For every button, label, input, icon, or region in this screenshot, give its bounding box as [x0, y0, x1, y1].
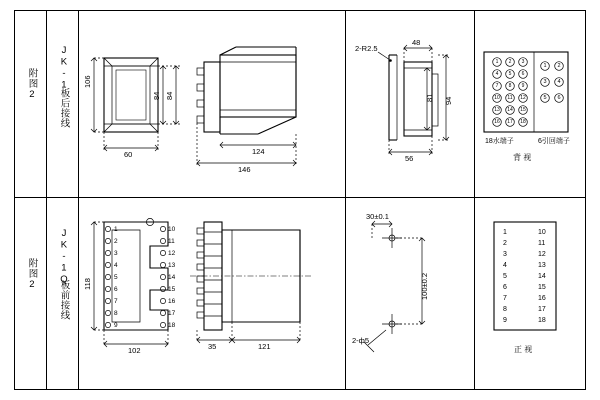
pin-number: 6: [503, 284, 507, 291]
terminal-number: 18: [520, 119, 526, 125]
pin-number: 16: [168, 298, 176, 305]
row1-terminal-bottom-caption: 背 视: [513, 153, 532, 162]
pin-number: 2: [503, 240, 507, 247]
terminal-number: 2: [557, 62, 561, 69]
pin-number: 3: [503, 251, 507, 258]
pin-number: 8: [114, 310, 118, 317]
pin-number: 15: [538, 284, 546, 291]
row1-dim-60: 60: [124, 150, 133, 159]
row2-terminal-right-numbers: [538, 227, 546, 326]
pin-number: 4: [503, 262, 507, 269]
pin-number: 2: [114, 238, 118, 245]
terminal-number: 15: [520, 107, 526, 113]
row1-dim-106: 106: [83, 75, 92, 88]
pin-number: 12: [168, 250, 176, 257]
pin-number: 11: [538, 240, 546, 247]
row1-dim-84b: 84: [165, 91, 174, 100]
pin-number: 18: [168, 322, 176, 329]
pin-number: 10: [168, 226, 176, 233]
row2-front-view: [91, 218, 168, 347]
pin-number: 12: [538, 251, 546, 258]
terminal-number: 16: [494, 119, 500, 125]
pin-number: 10: [538, 229, 546, 236]
pin-number: 17: [538, 306, 546, 313]
row2-terminal-left-numbers: [503, 227, 507, 326]
terminal-number: 17: [507, 119, 513, 125]
row2-ref-label: 附图2: [26, 258, 38, 291]
row2-dim-30: 30±0.1: [366, 212, 389, 221]
pin-number: 6: [114, 286, 118, 293]
terminal-number: 13: [494, 107, 500, 113]
pin-number: 7: [503, 295, 507, 302]
row2-front-left-pin-numbers: [114, 224, 118, 332]
pin-number: 17: [168, 310, 176, 317]
pin-number: 5: [114, 274, 118, 281]
terminal-number: 14: [507, 107, 513, 113]
terminal-number: 7: [495, 83, 499, 89]
row2-side-view: [190, 222, 312, 343]
pin-number: 9: [503, 317, 507, 324]
pin-number: 4: [114, 262, 118, 269]
row1-terminal-right-caption: 6引回端子: [538, 138, 570, 145]
row2-model-label: JK-1Q: [58, 228, 70, 286]
row2-mount-label: 板前接线: [58, 280, 70, 320]
terminal-number: 1: [543, 62, 547, 69]
pin-number: 5: [503, 273, 507, 280]
pin-number: 16: [538, 295, 546, 302]
row2-dim-2phi5: 2-ф5: [352, 336, 370, 345]
row2-front-right-pin-numbers: [168, 224, 175, 332]
terminal-number: 1: [495, 59, 499, 65]
pin-number: 13: [168, 262, 176, 269]
row1-dim-81: 81: [425, 93, 434, 102]
pin-number: 14: [168, 274, 176, 281]
row1-terminal-left-caption: 18水端子: [485, 138, 514, 145]
row2-dim-35: 35: [208, 342, 217, 351]
terminal-number: 4: [495, 71, 499, 77]
row1-dim-124: 124: [252, 147, 265, 156]
row1-dim-84a: 84: [152, 91, 161, 100]
row2-dim-100: 100±0.2: [420, 272, 429, 300]
pin-number: 1: [503, 229, 507, 236]
row2-dim-118: 118: [83, 278, 92, 290]
row1-dim-2r25: 2-R2.5: [355, 44, 378, 53]
row1-dim-56: 56: [405, 154, 414, 163]
pin-number: 9: [114, 322, 118, 329]
pin-number: 14: [538, 273, 546, 280]
row2-dim-121: 121: [258, 342, 271, 351]
terminal-number: 5: [543, 94, 547, 101]
terminal-number: 3: [543, 78, 547, 85]
terminal-number: 4: [557, 78, 561, 85]
pin-number: 13: [538, 262, 546, 269]
pin-number: 11: [168, 238, 175, 245]
row1-model-label: JK-1: [58, 45, 70, 91]
terminal-number: 3: [521, 59, 525, 65]
pin-number: 3: [114, 250, 118, 257]
row2-terminal-bottom-caption: 正 视: [514, 345, 533, 354]
terminal-number: 6: [557, 94, 561, 101]
terminal-number: 2: [508, 59, 512, 65]
pin-number: 1: [114, 226, 118, 233]
pin-number: 7: [114, 298, 118, 305]
row2-dim-102: 102: [128, 346, 141, 355]
row1-mount-label: 板后接线: [58, 88, 70, 128]
terminal-number: 9: [521, 83, 525, 89]
terminal-number: 11: [507, 95, 513, 101]
terminal-number: 12: [520, 95, 526, 101]
row1-dim-48: 48: [412, 38, 421, 47]
terminal-number: 6: [521, 71, 525, 77]
row1-ref-label: 附图2: [26, 68, 38, 101]
row2-panel-cutout: [364, 221, 425, 352]
terminal-number: 8: [508, 83, 512, 89]
terminal-number: 5: [508, 71, 512, 77]
pin-number: 18: [538, 317, 546, 324]
row1-dim-94: 94: [444, 96, 453, 105]
pin-number: 15: [168, 286, 176, 293]
pin-number: 8: [503, 306, 507, 313]
row1-dim-146: 146: [238, 165, 251, 174]
terminal-number: 10: [494, 95, 500, 101]
